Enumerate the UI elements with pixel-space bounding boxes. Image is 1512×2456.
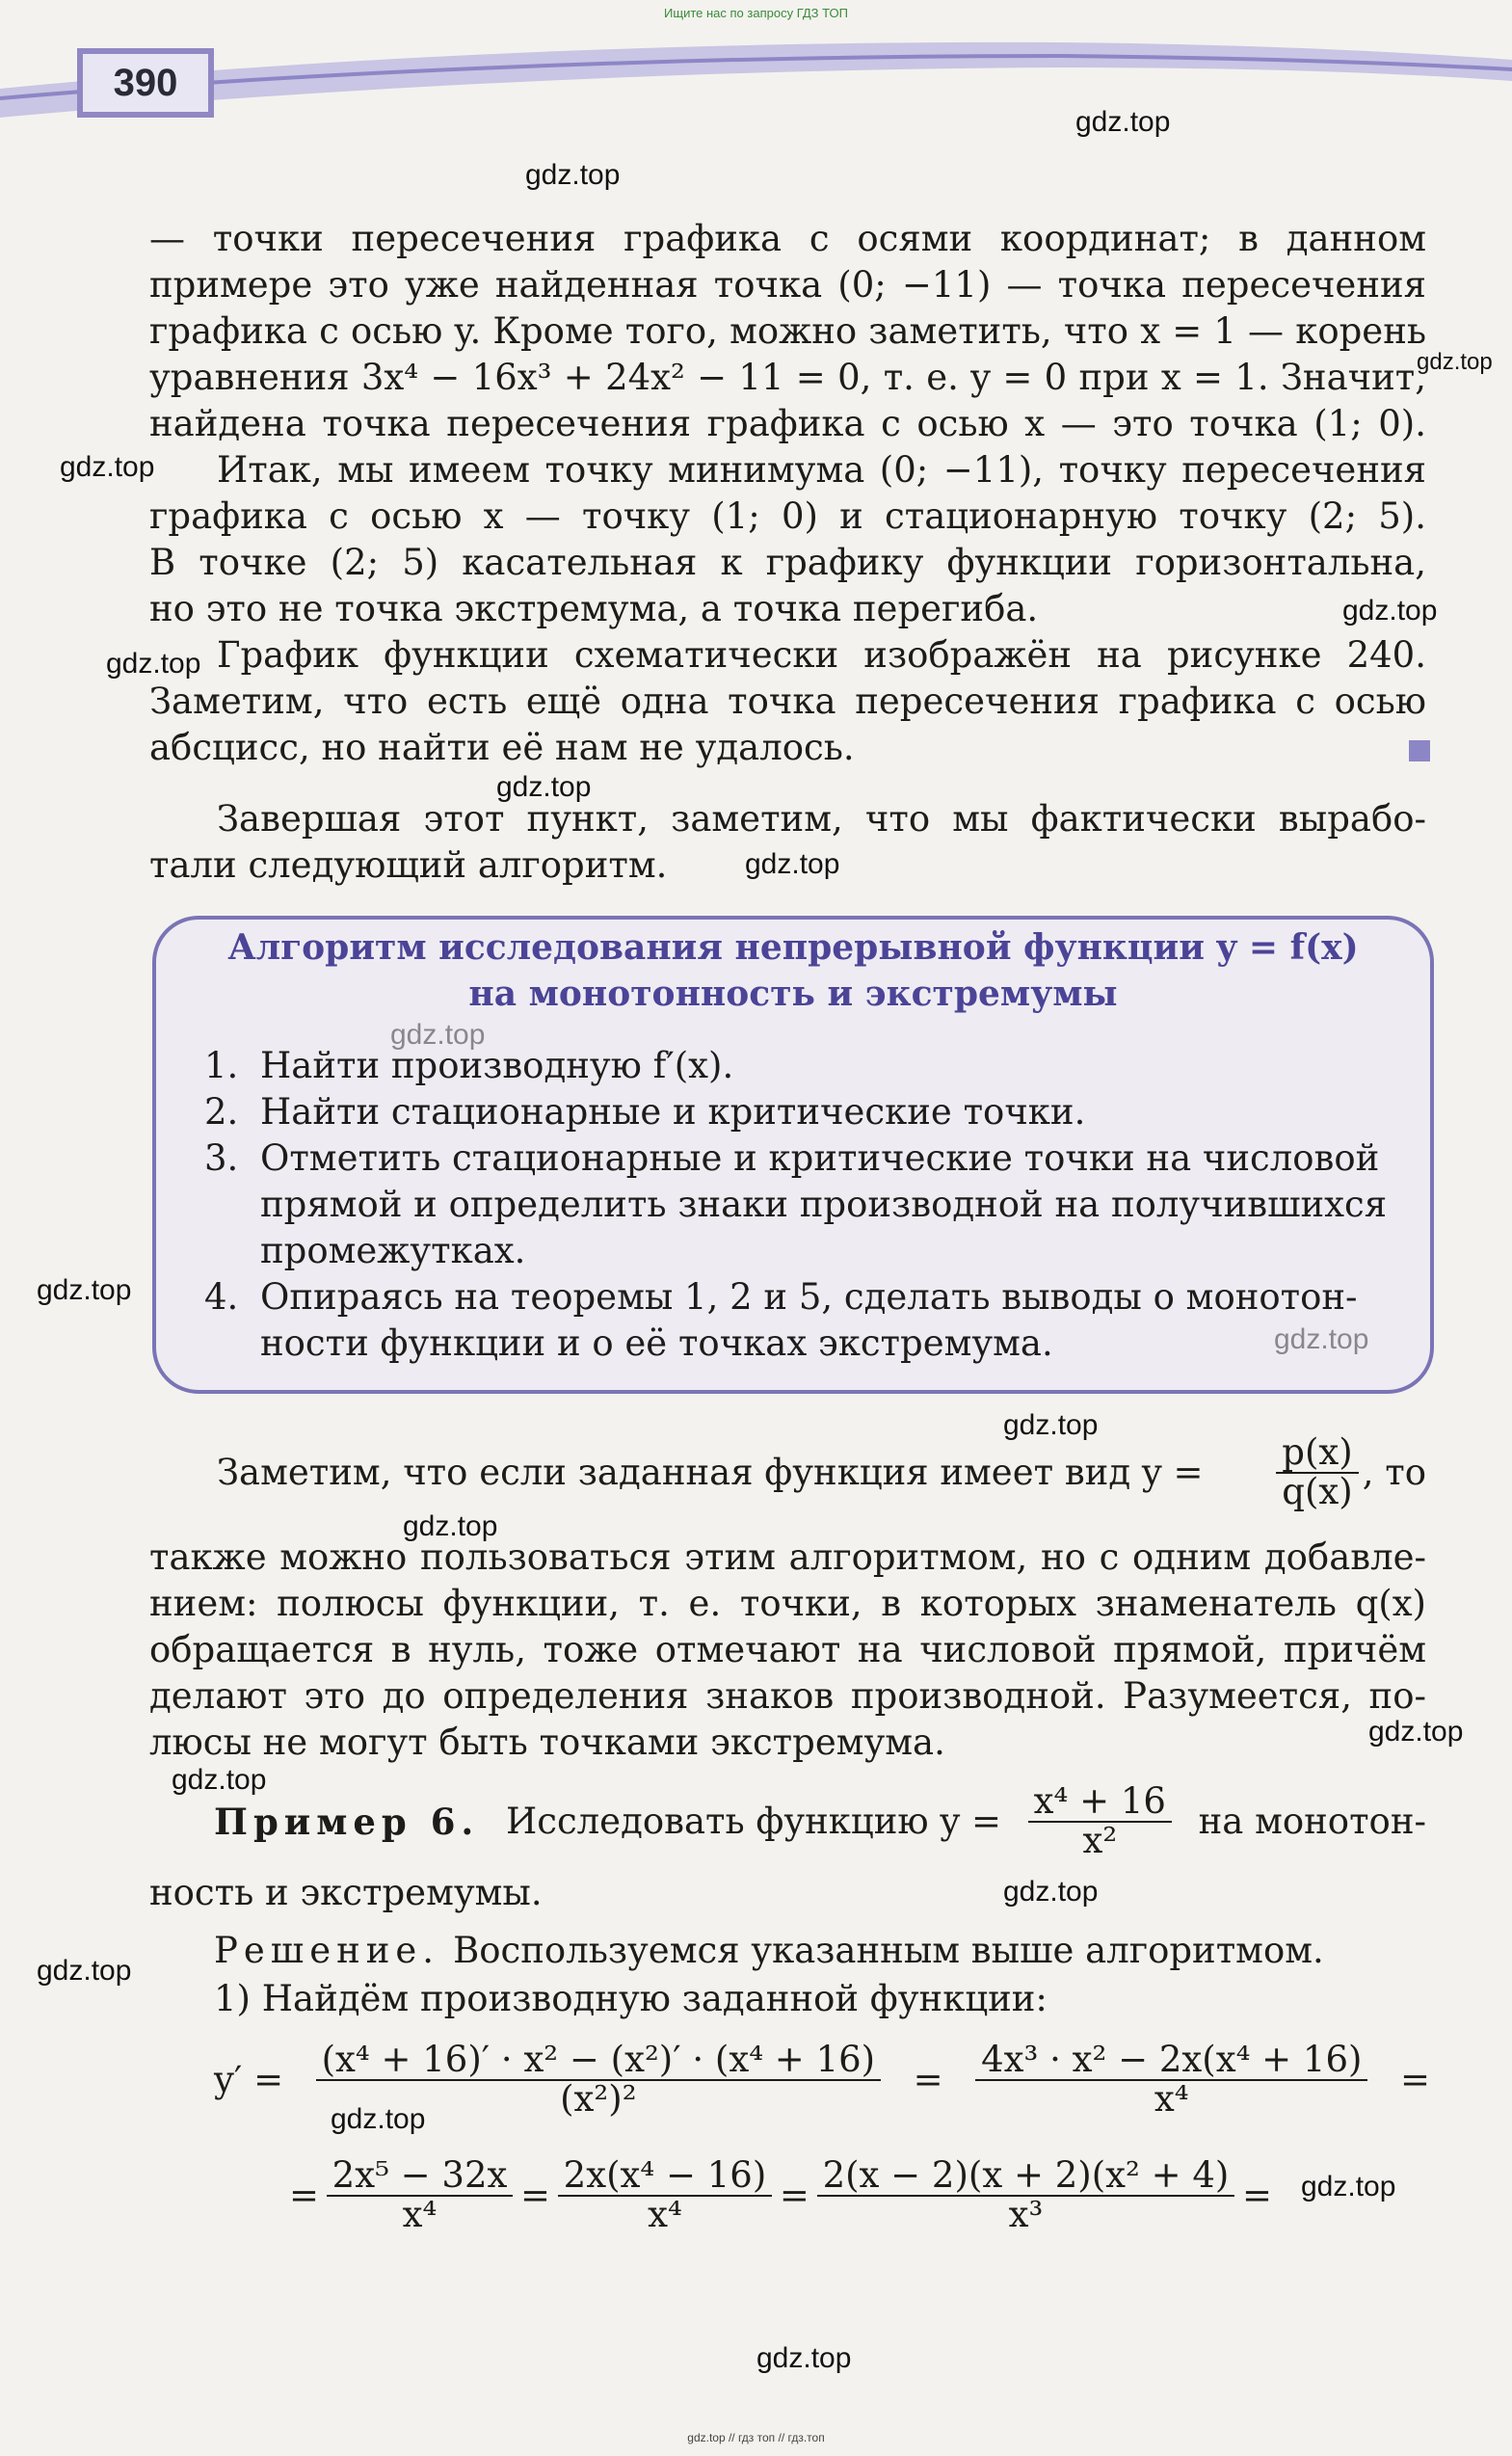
fraction-numerator: 2x⁵ − 32x <box>327 2157 514 2197</box>
fraction-numerator: x⁴ + 16 <box>1028 1783 1172 1823</box>
step-text: промежутках. <box>260 1230 526 1271</box>
watermark: gdz.top <box>525 159 621 191</box>
step-text: Опираясь на теоремы 1, 2 и 5, сделать выводы о монотон- <box>260 1276 1358 1318</box>
example-line <box>214 1780 1426 1861</box>
step-text: ности функции и о её точках экстремума. <box>260 1322 1053 1364</box>
bottom-note: gdz.top // гдз топ // гдз.топ <box>687 2431 825 2444</box>
text-line: графика с осью x — точку (1; 0) и стационарную точку (2; 5). <box>149 495 1426 537</box>
watermark: gdz.top <box>1368 1716 1464 1748</box>
formula-lhs: y′ = <box>214 2059 284 2101</box>
text-line: Завершая этот пункт, заметим, что мы фактически вырабо- <box>217 798 1426 840</box>
fraction <box>1028 1780 1172 1861</box>
text-line: График функции схематически изображён на рисунке 240. <box>217 634 1426 676</box>
fraction-denominator: x³ <box>1008 2193 1044 2235</box>
text-line: тали следующий алгоритм. <box>149 844 668 886</box>
fraction <box>817 2154 1235 2235</box>
text-line: люсы не могут быть точками экстремума. <box>149 1722 945 1763</box>
fraction <box>558 2154 773 2235</box>
text-line: ность и экстремумы. <box>149 1872 543 1913</box>
fraction <box>975 2039 1367 2120</box>
watermark: gdz.top <box>37 1955 132 1987</box>
step-number: 1. <box>204 1045 239 1086</box>
text-line: делают это до определения знаков производной. Разумеется, по- <box>149 1675 1426 1717</box>
fraction-numerator: (x⁴ + 16)′ · x² − (x²)′ · (x⁴ + 16) <box>316 2042 882 2081</box>
watermark: gdz.top <box>60 451 155 483</box>
algorithm-title: на монотонность и экстремумы <box>468 974 1118 1014</box>
para3-end: , то <box>1362 1452 1426 1494</box>
watermark: gdz.top <box>1003 1876 1099 1908</box>
text-line: но это не точка экстремума, а точка перегиба. <box>149 588 1039 629</box>
example-text: на монотон- <box>1198 1801 1426 1843</box>
text-line: Итак, мы имеем точку минимума (0; −11), точку пересечения <box>217 449 1426 491</box>
watermark: gdz.top <box>403 1510 498 1542</box>
fraction-denominator: x² <box>1082 1819 1118 1861</box>
step-number: 3. <box>204 1137 239 1179</box>
fraction <box>1276 1431 1358 1512</box>
watermark: gdz.top <box>172 1764 267 1796</box>
equals-sign: = <box>1399 2059 1430 2101</box>
equals-sign: = <box>913 2059 943 2101</box>
equals-sign: = <box>289 2175 320 2217</box>
watermark: gdz.top <box>756 2342 852 2374</box>
fraction-denominator: q(x) <box>1282 1470 1353 1512</box>
solution-label: Решение. <box>214 1930 440 1971</box>
header-band <box>0 31 1512 145</box>
text-line: уравнения 3x⁴ − 16x³ + 24x² − 11 = 0, т. е. y = 0 при x = 1. Значит, <box>149 357 1426 398</box>
top-note: Ищите нас по запросу ГДЗ ТОП <box>664 6 848 20</box>
text-line: также можно пользоваться этим алгоритмом, но с одним добавле- <box>149 1536 1426 1578</box>
fraction <box>316 2039 882 2120</box>
text-line: 1) Найдём производную заданной функции: <box>214 1978 1048 2019</box>
formula-line <box>289 2154 1272 2235</box>
watermark: gdz.top <box>1301 2171 1396 2202</box>
text-line: — точки пересечения графика с осями координат; в данном <box>149 218 1426 259</box>
step-text: Найти производную f′(x). <box>260 1045 734 1086</box>
fraction-denominator: x⁴ <box>1154 2077 1189 2120</box>
equals-sign: = <box>1241 2175 1272 2217</box>
equals-sign: = <box>779 2175 809 2217</box>
fraction-denominator: x⁴ <box>402 2193 438 2235</box>
step-number: 2. <box>204 1091 239 1133</box>
text-line: примере это уже найденная точка (0; −11) — точка пересечения <box>149 264 1426 306</box>
fraction-numerator: 2x(x⁴ − 16) <box>558 2157 773 2197</box>
step-text: прямой и определить знаки производной на получившихся <box>260 1184 1388 1225</box>
step-text: Отметить стационарные и критические точки на числовой <box>260 1137 1380 1179</box>
solution-line <box>214 1930 1426 1971</box>
fraction-denominator: (x²)² <box>560 2077 637 2120</box>
step-text: Найти стационарные и критические точки. <box>260 1091 1086 1133</box>
text-line: абсцисс, но найти её нам не удалось. <box>149 727 855 768</box>
fraction-numerator: 4x³ · x² − 2x(x⁴ + 16) <box>975 2042 1367 2081</box>
algorithm-title: Алгоритм исследования непрерывной функции y = f(x) <box>227 927 1359 968</box>
text-line: графика с осью y. Кроме того, можно заметить, что x = 1 — корень <box>149 310 1426 352</box>
example-text: Исследовать функцию y = <box>505 1801 1002 1843</box>
text-line <box>217 1431 1426 1512</box>
step-number: 4. <box>204 1276 239 1318</box>
end-of-solution-marker <box>1409 740 1430 761</box>
text-line: В точке (2; 5) касательная к графику функции горизонтальна, <box>149 542 1426 583</box>
fraction-denominator: x⁴ <box>648 2193 682 2235</box>
page-number: 390 <box>77 48 214 118</box>
formula-line <box>214 2039 1430 2120</box>
text-line: обращается в нуль, тоже отмечают на числовой прямой, причём <box>149 1629 1426 1670</box>
watermark: gdz.top <box>1342 595 1438 627</box>
watermark: gdz.top <box>331 2103 426 2135</box>
watermark: gdz.top <box>1417 349 1493 375</box>
watermark: gdz.top <box>745 848 840 880</box>
para3-start: Заметим, что если заданная функция имеет вид y = <box>217 1452 1204 1494</box>
solution-text: Воспользуемся указанным выше алгоритмом. <box>453 1930 1324 1971</box>
example-label: Пример 6. <box>214 1800 480 1843</box>
watermark: gdz.top <box>37 1274 132 1306</box>
fraction-numerator: p(x) <box>1276 1434 1358 1474</box>
text-line: найдена точка пересечения графика с осью x — это точка (1; 0). <box>149 403 1426 444</box>
watermark: gdz.top <box>1075 106 1171 138</box>
watermark: gdz.top <box>496 771 592 803</box>
inline-math <box>1276 1431 1426 1512</box>
text-line: Заметим, что есть ещё одна точка пересечения графика с осью <box>149 681 1426 722</box>
watermark: gdz.top <box>1003 1409 1099 1441</box>
text-line: нием: полюсы функции, т. е. точки, в которых знаменатель q(x) <box>149 1583 1426 1624</box>
watermark: gdz.top <box>106 648 201 680</box>
fraction <box>327 2154 514 2235</box>
equals-sign: = <box>520 2175 551 2217</box>
fraction-numerator: 2(x − 2)(x + 2)(x² + 4) <box>817 2157 1235 2197</box>
